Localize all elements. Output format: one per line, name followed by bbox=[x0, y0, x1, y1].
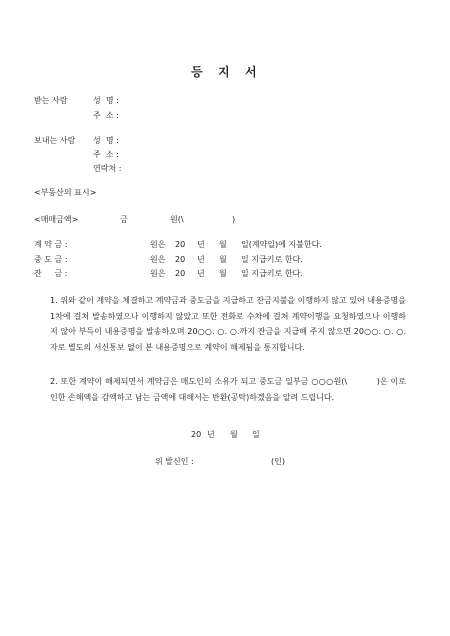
payment-label: 잔 금 : bbox=[34, 269, 68, 278]
payment-label: 계 약 금 : bbox=[34, 240, 68, 249]
title-char-3: 서 bbox=[245, 65, 257, 79]
payment-year: 20 bbox=[175, 269, 186, 278]
payment-year-unit: 년 bbox=[197, 255, 205, 264]
title-char-1: 등 bbox=[191, 65, 203, 79]
sender-name-label: 성 명 : bbox=[93, 136, 119, 145]
date-year: 20 bbox=[191, 430, 202, 439]
price-label: <매매금액> bbox=[34, 215, 79, 224]
receiver-address-label: 주 소 : bbox=[93, 111, 119, 120]
sender-label: 보내는 사람 bbox=[34, 136, 76, 145]
payment-month-unit: 월 bbox=[219, 269, 227, 278]
payment-day-text: 일 지급키로 한다. bbox=[241, 255, 303, 264]
payment-month-unit: 월 bbox=[219, 240, 227, 249]
payment-year: 20 bbox=[175, 255, 186, 264]
receiver-label: 받는 사람 bbox=[34, 96, 68, 105]
signature-seal: (인) bbox=[271, 457, 285, 466]
payment-day-text: 일 지급키로 한다. bbox=[241, 269, 303, 278]
payment-won: 원은 bbox=[150, 269, 166, 278]
title-char-2: 지 bbox=[218, 65, 230, 79]
date-month-unit: 월 bbox=[230, 430, 238, 439]
payment-year-unit: 년 bbox=[197, 240, 205, 249]
price-won: 원(\ bbox=[170, 215, 184, 224]
price-close: ) bbox=[232, 215, 236, 224]
sender-address-label: 주 소 : bbox=[93, 150, 119, 159]
price-amount-label: 금 bbox=[120, 215, 128, 224]
sender-contact-label: 연락처 : bbox=[93, 164, 122, 173]
date-day-unit: 일 bbox=[252, 430, 260, 439]
payment-won: 원은 bbox=[150, 240, 166, 249]
payment-month-unit: 월 bbox=[219, 255, 227, 264]
payment-year: 20 bbox=[175, 240, 186, 249]
payment-year-unit: 년 bbox=[197, 269, 205, 278]
paragraph-1: 1. 위와 같이 계약을 체결하고 계약금과 중도금을 지급하고 잔금지불을 이행하지 않고 있어 내용증명을 1차에 걸쳐 발송하였으나 이행하지 않았고 또한 전화로 수차에 걸쳐 계약이행을 요청하였으나 이행하지 않아 부득이 내용증명을 발송하오며 20○○. ○. ○.까지 잔금을 지급해 주지 않으면 20○○. ○. ○.자로 별도의 서신통보 없이 본 내용증명으로 계약이 해제됨을 통지합니다. bbox=[50, 296, 406, 352]
date-year-unit: 년 bbox=[207, 430, 215, 439]
property-heading: <부동산의 표시> bbox=[34, 188, 97, 197]
payment-label: 중 도 금 : bbox=[34, 255, 68, 264]
paragraph-2: 2. 또한 계약이 해제되면서 계약금은 매도인의 소유가 되고 중도금 일부금 ○○○원(\ )은 이로 인한 손해액을 감액하고 남는 금액에 대해서는 반환(공탁)하겠음을 알려 드립니다. bbox=[50, 377, 409, 402]
signature-label: 위 발신인 : bbox=[155, 457, 194, 466]
payment-day-text: 일(계약일)에 지불한다. bbox=[241, 240, 322, 249]
payment-won: 원은 bbox=[150, 255, 166, 264]
receiver-name-label: 성 명 : bbox=[93, 96, 119, 105]
